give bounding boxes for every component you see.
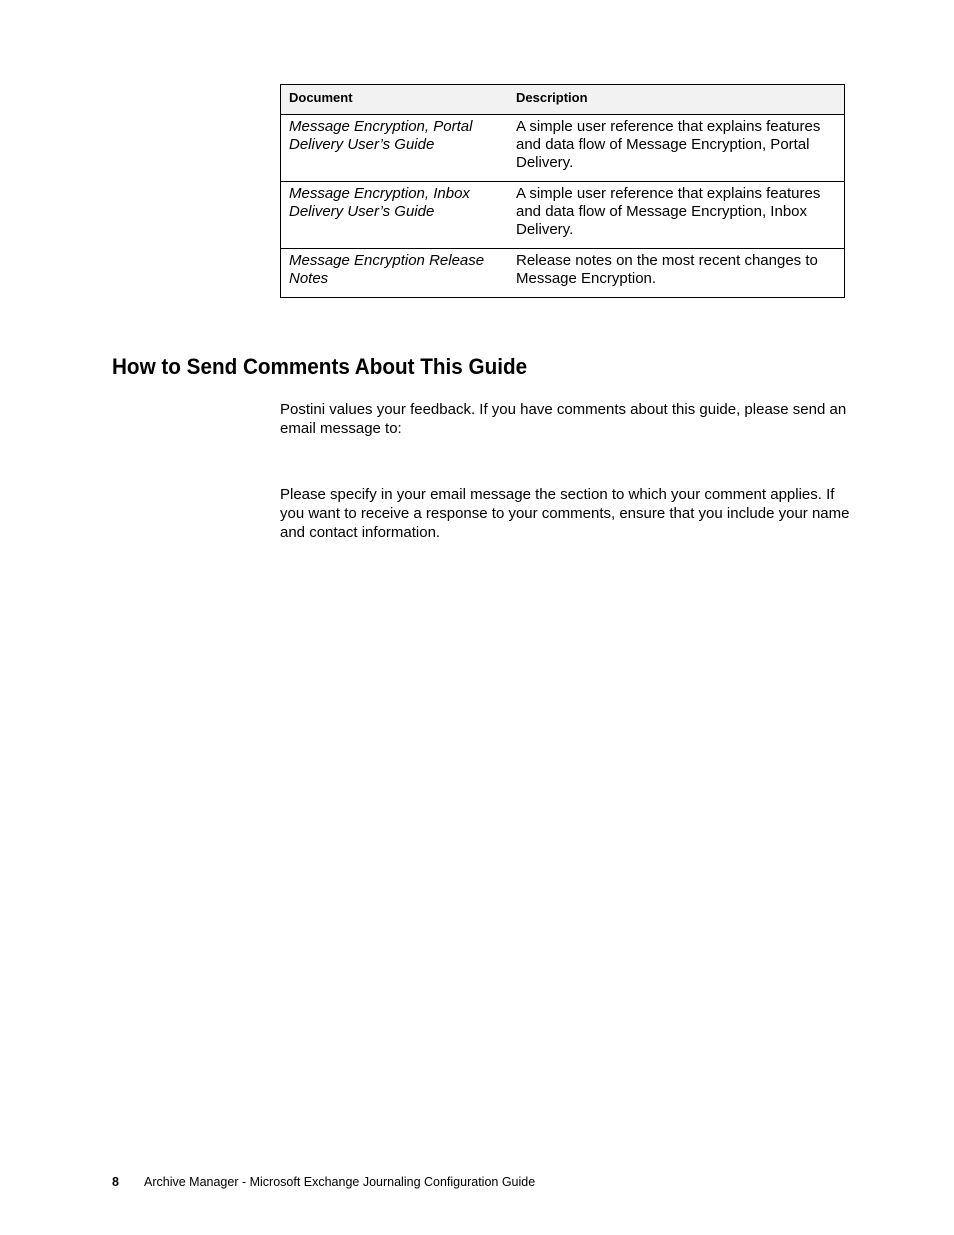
table-row [281, 115, 845, 182]
table-row [281, 249, 845, 298]
column-header-document: Document [281, 85, 509, 115]
table-header-row [281, 85, 845, 115]
document-description-cell: A simple user reference that explains features and data flow of Message Encryption, Portal Delivery. [508, 115, 845, 182]
section-heading: How to Send Comments About This Guide [112, 354, 528, 379]
column-header-description: Description [508, 85, 845, 115]
document-title-cell: Message Encryption, Portal Delivery User’s Guide [281, 115, 509, 182]
page-footer [112, 1174, 535, 1190]
page-number: 8 [112, 1175, 119, 1189]
documents-table [280, 84, 845, 298]
table-row [281, 182, 845, 249]
instructions-paragraph: Please specify in your email message the section to which your comment applies. If you want to receive a response to your comments, ensure that you include your name and contact information. [280, 486, 850, 541]
feedback-paragraph: Postini values your feedback. If you have comments about this guide, please send an email message to: [280, 401, 847, 437]
footer-title: Archive Manager - Microsoft Exchange Journaling Configuration Guide [144, 1175, 536, 1189]
document-title-cell: Message Encryption Release Notes [281, 249, 509, 298]
document-description-cell: A simple user reference that explains features and data flow of Message Encryption, Inbox Delivery. [508, 182, 845, 249]
document-description-cell: Release notes on the most recent changes to Message Encryption. [508, 249, 845, 298]
document-title-cell: Message Encryption, Inbox Delivery User’s Guide [281, 182, 509, 249]
